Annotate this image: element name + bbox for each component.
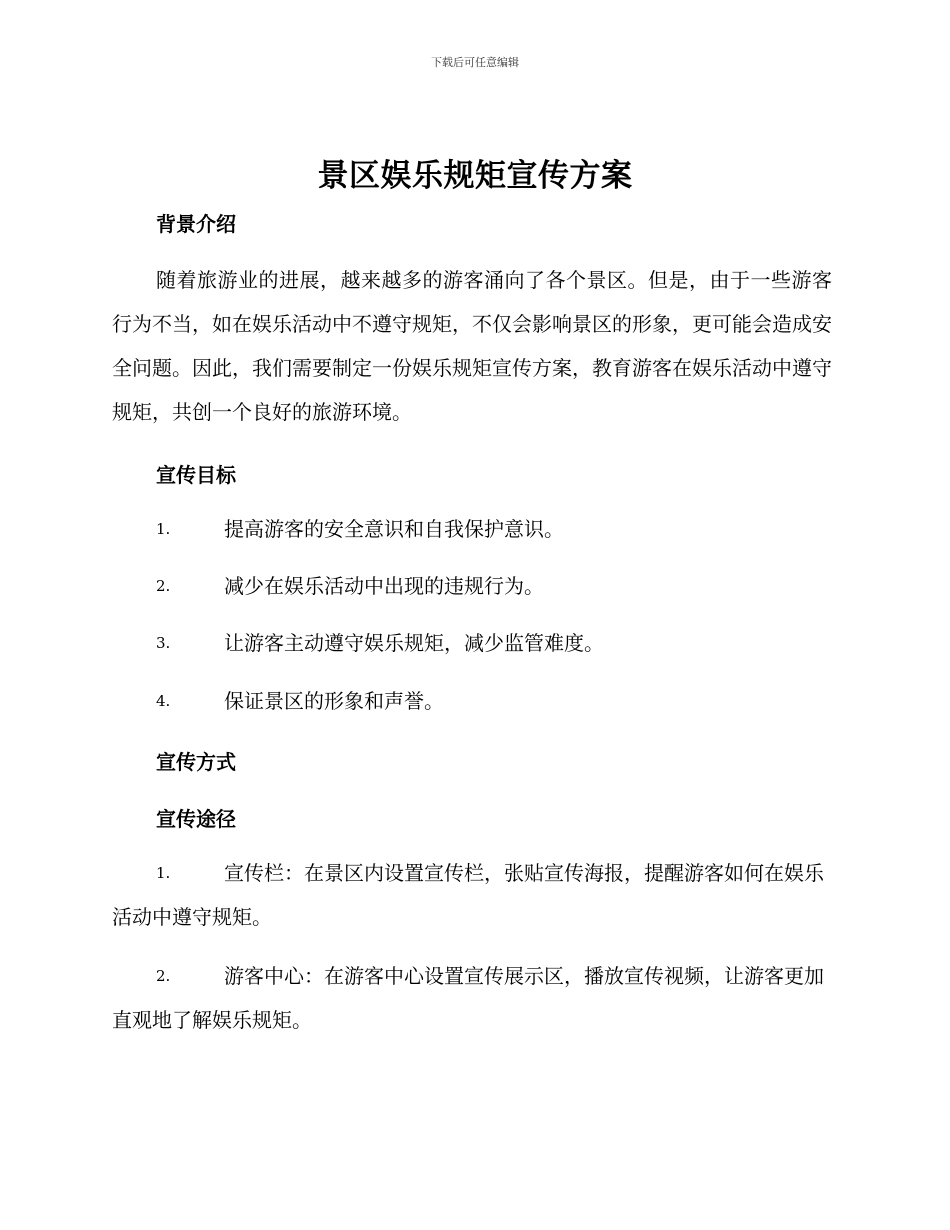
section-heading-methods: 宣传方式 (156, 750, 236, 774)
section-heading-background: 背景介绍 (156, 212, 236, 236)
section-heading-channels: 宣传途径 (156, 807, 236, 831)
goal-item-3 (112, 621, 832, 665)
list-text: 减少在娱乐活动中出现的违规行为。 (224, 574, 544, 598)
goal-item-4 (112, 679, 832, 723)
background-paragraph (112, 258, 832, 434)
list-number: 4. (156, 692, 171, 710)
list-number: 1. (156, 864, 171, 882)
list-number: 2. (156, 577, 171, 595)
goal-item-2 (112, 564, 832, 608)
list-number: 1. (156, 520, 171, 538)
document-title: 景区娱乐规矩宣传方案 (317, 158, 633, 194)
header-note: 下载后可任意编辑 (431, 56, 519, 69)
list-text: 提高游客的安全意识和自我保护意识。 (224, 517, 564, 541)
section-heading-goals: 宣传目标 (156, 463, 236, 487)
list-number: 3. (156, 634, 171, 652)
goal-item-1 (112, 507, 832, 551)
channel-item-2 (112, 954, 832, 1042)
background-paragraph-text: 随着旅游业的进展，越来越多的游客涌向了各个景区。但是，由于一些游客行为不当，如在娱乐活动中不遵守规矩，不仅会影响景区的形象，更可能会造成安全问题。因此，我们需要制定一份娱乐规矩宣传方案，教育游客在娱乐活动中遵守规矩，共创一个良好的旅游环境。 (112, 268, 832, 424)
channel-item-1 (112, 851, 832, 939)
list-text: 让游客主动遵守娱乐规矩，减少监管难度。 (224, 631, 604, 655)
list-number: 2. (156, 967, 171, 985)
list-text: 游客中心：在游客中心设置宣传展示区，播放宣传视频，让游客更加直观地了解娱乐规矩。 (112, 964, 824, 1032)
list-text: 宣传栏：在景区内设置宣传栏，张贴宣传海报，提醒游客如何在娱乐活动中遵守规矩。 (112, 861, 824, 929)
list-text: 保证景区的形象和声誉。 (224, 689, 444, 713)
